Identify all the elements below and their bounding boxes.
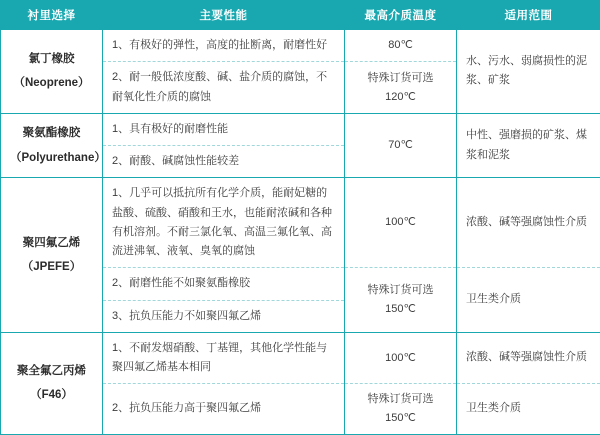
max-temp-cell xyxy=(345,332,457,384)
max-temp-value: 100℃ xyxy=(354,213,447,232)
table-row xyxy=(1,178,600,268)
performance-cell: 2、抗负压能力高于聚四氟乙烯 xyxy=(103,384,345,434)
lining-name-line1: 聚氨酯橡胶 xyxy=(10,121,93,145)
max-temp-value: 150℃ xyxy=(354,300,447,319)
performance-cell: 3、抗负压能力不如聚四氟乙烯 xyxy=(103,300,345,332)
column-header-lining: 衬里选择 xyxy=(1,1,103,30)
performance-cell: 1、有极好的弹性，高度的扯断离，耐磨性好 xyxy=(103,30,345,62)
max-temp-value: 70℃ xyxy=(354,136,447,155)
table-header-row xyxy=(1,1,600,30)
max-temp-value: 150℃ xyxy=(354,409,447,428)
max-temp-cell xyxy=(345,268,457,333)
scope-cell: 卫生类介质 xyxy=(457,268,600,333)
lining-name-cell xyxy=(1,178,103,333)
max-temp-cell xyxy=(345,178,457,268)
lining-name-line1: 氯丁橡胶 xyxy=(10,47,93,71)
lining-name-line2: （Neoprene） xyxy=(10,71,93,95)
table-row xyxy=(1,332,600,384)
scope-cell: 水、污水、弱腐损性的泥浆、矿浆 xyxy=(457,30,600,114)
max-temp-cell xyxy=(345,30,457,62)
lining-name-line1: 聚全氟乙丙烯 xyxy=(10,359,93,383)
table-header xyxy=(1,1,600,30)
performance-cell: 2、耐磨性能不如聚氨酯橡胶 xyxy=(103,268,345,300)
max-temp-note: 特殊订货可选 xyxy=(354,281,447,300)
max-temp-value: 120℃ xyxy=(354,88,447,107)
performance-cell: 1、几乎可以抵抗所有化学介质，能耐妃糖的盐酸、硫酸、硝酸和王水，也能耐浓碱和各种有机溶剂。不耐三氯化氧、高温三氟化氧、高流迸沸氧、液氧、臭氧的腐蚀 xyxy=(103,178,345,268)
lining-name-line2: （JPEFE） xyxy=(10,255,93,279)
scope-cell: 浓酸、碱等强腐蚀性介质 xyxy=(457,178,600,268)
max-temp-note: 特殊订货可选 xyxy=(354,390,447,409)
table-row xyxy=(1,30,600,62)
max-temp-note: 特殊订货可选 xyxy=(354,69,447,88)
performance-cell: 2、耐酸、碱腐蚀性能较差 xyxy=(103,146,345,178)
scope-cell: 卫生类介质 xyxy=(457,384,600,434)
max-temp-cell xyxy=(345,62,457,114)
lining-name-cell xyxy=(1,332,103,434)
performance-cell: 2、耐一般低浓度酸、碱、盐介质的腐蚀，不耐氧化性介质的腐蚀 xyxy=(103,62,345,114)
lining-name-line2: （Polyurethane） xyxy=(10,146,93,170)
lining-name-line2: （F46） xyxy=(10,383,93,407)
max-temp-value: 100℃ xyxy=(354,349,447,368)
table-row xyxy=(1,113,600,145)
lining-name-line1: 聚四氟乙烯 xyxy=(10,231,93,255)
scope-cell: 浓酸、碱等强腐蚀性介质 xyxy=(457,332,600,384)
lining-name-cell xyxy=(1,113,103,178)
max-temp-cell xyxy=(345,113,457,178)
column-header-max-temp: 最高介质温度 xyxy=(345,1,457,30)
max-temp-value: 80℃ xyxy=(354,36,447,55)
column-header-scope: 适用范围 xyxy=(457,1,600,30)
performance-cell: 1、不耐发烟硝酸、丁基锂，其他化学性能与聚四氟乙烯基本相同 xyxy=(103,332,345,384)
scope-cell: 中性、强磨损的矿浆、煤浆和泥浆 xyxy=(457,113,600,178)
column-header-performance: 主要性能 xyxy=(103,1,345,30)
performance-cell: 1、具有极好的耐磨性能 xyxy=(103,113,345,145)
lining-name-cell xyxy=(1,30,103,114)
table-body xyxy=(1,30,600,435)
